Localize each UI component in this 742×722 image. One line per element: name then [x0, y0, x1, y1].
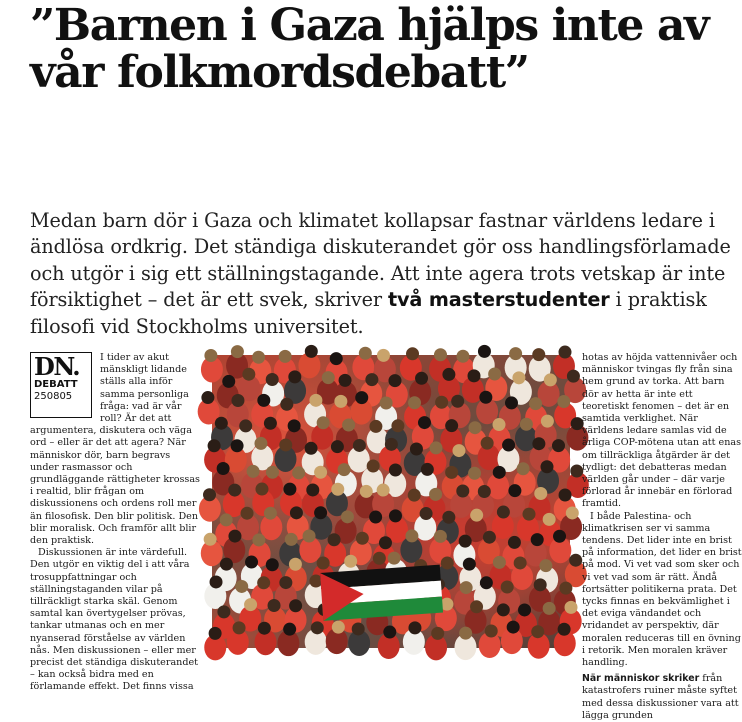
body-paragraph: I tider av akut mänskligt lidande ställs alla inför samma personliga fråga: vad är vår roll? Är det att argumentera, diskutera och väga ord – eller är det att agera? När människor dör, barn begravs under rasmassor och grundläggande rättigheter krossas i realtid, blir frågan om diskussionens och ordens roll mer än filosofisk. Den blir politisk. Den blir moralisk. Och framför allt blir den praktisk.	[30, 352, 200, 547]
body-column-left	[30, 352, 200, 693]
ingress-tail: i praktisk filosofi vid Stockholms universitet.	[30, 288, 707, 338]
dn-logo: DN.	[34, 352, 80, 381]
headline: ”Barnen i Gaza hjälps inte av vår folkmordsdebatt”	[30, 0, 709, 98]
publish-date: 250805	[34, 391, 73, 402]
body-text: från katastrofers ruiner måste syftet med dessa diskussioner vara att lägga grunden	[582, 673, 739, 721]
ingress-authors: två masterstudenter	[387, 288, 610, 312]
body-paragraph: Diskussionen är inte värdefull. Den utgör en viktig del i att våra trosuppfattningar och ställningstaganden vilar på tillräckligt starka skäl. Genom samtal kan övertygelser prövas, tankar utmanas och en mer nyanserad förståelse av världen nås. Men diskussionen – eller mer precist det ständiga diskuterandet – kan också bidra med en förlamande effekt. Det finns vissa	[30, 547, 199, 693]
ingress-lead: Medan barn dör i Gaza och klimatet kollapsar fastnar världens ledare i ändlösa ordkrig. Det ständiga diskuterandet gör oss handlingsförlamade och utgör i sig ett ställningstagande. Att inte agera trots vetskap är inte försiktighet – det är ett svek, skriver	[30, 209, 731, 312]
body-paragraph	[582, 673, 742, 722]
protest-crowd-photo	[212, 355, 570, 648]
palestinian-flag	[320, 565, 443, 621]
ingress	[30, 208, 738, 340]
crowd-illustration	[212, 355, 570, 648]
body-paragraph: hotas av höjda vattennivåer och människor tvingas fly från sina hem grund av torka. Att barn dör av hetta är inte ett teoretiskt fenomen – det är en samtida verklighet. När världens ledare samlas vid de årliga COP-mötena utan att enas om tillräckliga åtgärder är det tydligt: det debatteras medan världen går under – där varje förlorad år innebär en förlorad framtid.	[582, 352, 742, 510]
body-column-right	[582, 352, 742, 721]
body-paragraph: I både Palestina- och klimatkrisen ser vi samma tendens. Det lider inte en brist på information, det lider en brist på mod. Vi vet vad som sker och vi vet vad som är rätt. Ändå fortsätter politikerna prata. Det tycks finnas en bekvämlighet i det eviga vändandet och vridandet av perspektiv, där moralen reduceras till en övning i retorik. Men moralen kräver handling.	[582, 510, 742, 669]
dn-debatt-badge	[30, 352, 92, 418]
section-label: DEBATT	[34, 379, 78, 390]
subheading-lead: När människor skriker	[582, 673, 700, 685]
